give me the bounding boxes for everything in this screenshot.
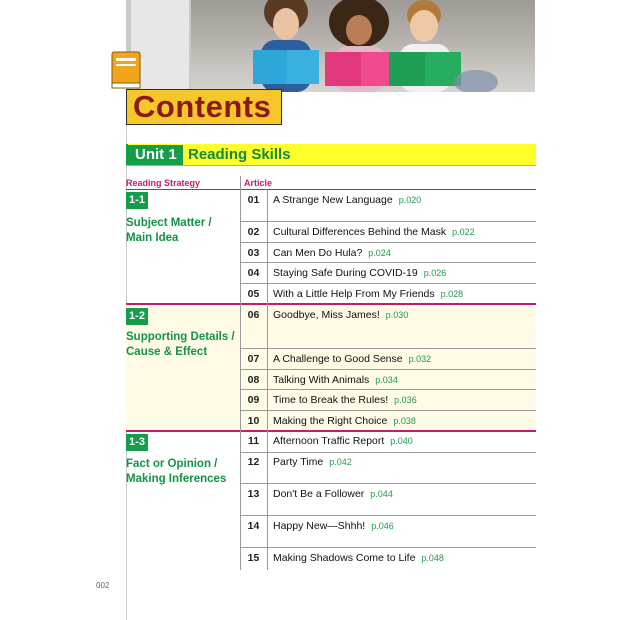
row-rule xyxy=(240,369,536,370)
page-title: Contents xyxy=(126,89,282,125)
article-title[interactable]: Making Shadows Come to Life p.048 xyxy=(273,552,444,564)
section-badge: 1-3 xyxy=(126,434,148,451)
article-page: p.028 xyxy=(440,289,464,299)
page-number: 002 xyxy=(96,581,110,590)
header-article: Article xyxy=(244,178,273,188)
article-page: p.032 xyxy=(408,354,432,364)
article-page: p.034 xyxy=(375,375,398,385)
article-title[interactable]: A Challenge to Good Sense p.032 xyxy=(273,353,432,365)
article-number: 06 xyxy=(247,309,260,321)
unit-title: Reading Skills xyxy=(188,146,291,163)
strategy-label: Subject Matter / Main Idea xyxy=(126,217,212,244)
article-title[interactable]: Making the Right Choice p.038 xyxy=(273,415,416,427)
row-rule xyxy=(240,515,536,516)
article-page: p.038 xyxy=(393,416,416,426)
row-rule xyxy=(240,283,536,284)
article-title[interactable]: A Strange New Language p.020 xyxy=(273,194,422,206)
article-number: 05 xyxy=(247,288,260,300)
article-page: p.024 xyxy=(368,248,391,258)
row-rule xyxy=(240,389,536,390)
article-page: p.042 xyxy=(329,457,352,467)
article-number: 12 xyxy=(247,456,260,468)
row-rule xyxy=(240,242,536,243)
row-rule xyxy=(240,348,536,349)
article-page: p.026 xyxy=(423,268,447,278)
section-rule xyxy=(126,430,536,432)
book-icon xyxy=(110,50,142,90)
row-rule xyxy=(240,452,536,453)
article-page: p.044 xyxy=(370,489,393,499)
article-title[interactable]: Talking With Animals p.034 xyxy=(273,374,398,386)
article-page: p.040 xyxy=(390,436,413,446)
article-title[interactable]: With a Little Help From My Friends p.028 xyxy=(273,288,464,300)
article-number: 09 xyxy=(247,394,260,406)
article-number: 14 xyxy=(247,520,260,532)
article-title[interactable]: Afternoon Traffic Report p.040 xyxy=(273,435,413,447)
article-page: p.048 xyxy=(421,553,444,563)
row-rule xyxy=(240,483,536,484)
article-number: 02 xyxy=(247,226,260,238)
article-number: 04 xyxy=(247,267,260,279)
article-page: p.030 xyxy=(385,310,409,320)
row-rule xyxy=(240,547,536,548)
row-rule xyxy=(240,262,536,263)
strategy-label: Supporting Details / Cause & Effect xyxy=(126,331,235,358)
article-number: 01 xyxy=(247,194,260,206)
header-photo xyxy=(191,0,535,92)
article-title[interactable]: Cultural Differences Behind the Mask p.022 xyxy=(273,226,475,238)
article-number: 08 xyxy=(247,374,260,386)
section-rule xyxy=(126,303,536,305)
article-page: p.036 xyxy=(394,395,417,405)
article-title[interactable]: Party Time p.042 xyxy=(273,456,352,468)
article-title[interactable]: Happy New—Shhh! p.046 xyxy=(273,520,394,532)
article-number: 15 xyxy=(247,552,260,564)
strategy-label: Fact or Opinion / Making Inferences xyxy=(126,458,227,485)
number-divider xyxy=(267,190,268,570)
row-rule xyxy=(240,410,536,411)
article-number: 07 xyxy=(247,353,260,365)
article-page: p.020 xyxy=(398,195,422,205)
section-background xyxy=(126,305,536,431)
section-badge: 1-2 xyxy=(126,308,148,325)
unit-number: Unit 1 xyxy=(128,145,183,165)
section-badge: 1-1 xyxy=(126,192,148,209)
article-page: p.046 xyxy=(371,521,394,531)
row-rule xyxy=(240,221,536,222)
article-number: 13 xyxy=(247,488,260,500)
article-title[interactable]: Staying Safe During COVID-19 p.026 xyxy=(273,267,447,279)
article-number: 11 xyxy=(247,435,260,447)
header-rule xyxy=(126,189,536,190)
article-page: p.022 xyxy=(452,227,475,237)
article-title[interactable]: Goodbye, Miss James! p.030 xyxy=(273,309,409,321)
article-title[interactable]: Can Men Do Hula? p.024 xyxy=(273,247,391,259)
header-reading-strategy: Reading Strategy xyxy=(126,178,201,188)
article-title[interactable]: Don't Be a Follower p.044 xyxy=(273,488,393,500)
article-number: 03 xyxy=(247,247,260,259)
article-number: 10 xyxy=(247,415,260,427)
article-title[interactable]: Time to Break the Rules! p.036 xyxy=(273,394,417,406)
